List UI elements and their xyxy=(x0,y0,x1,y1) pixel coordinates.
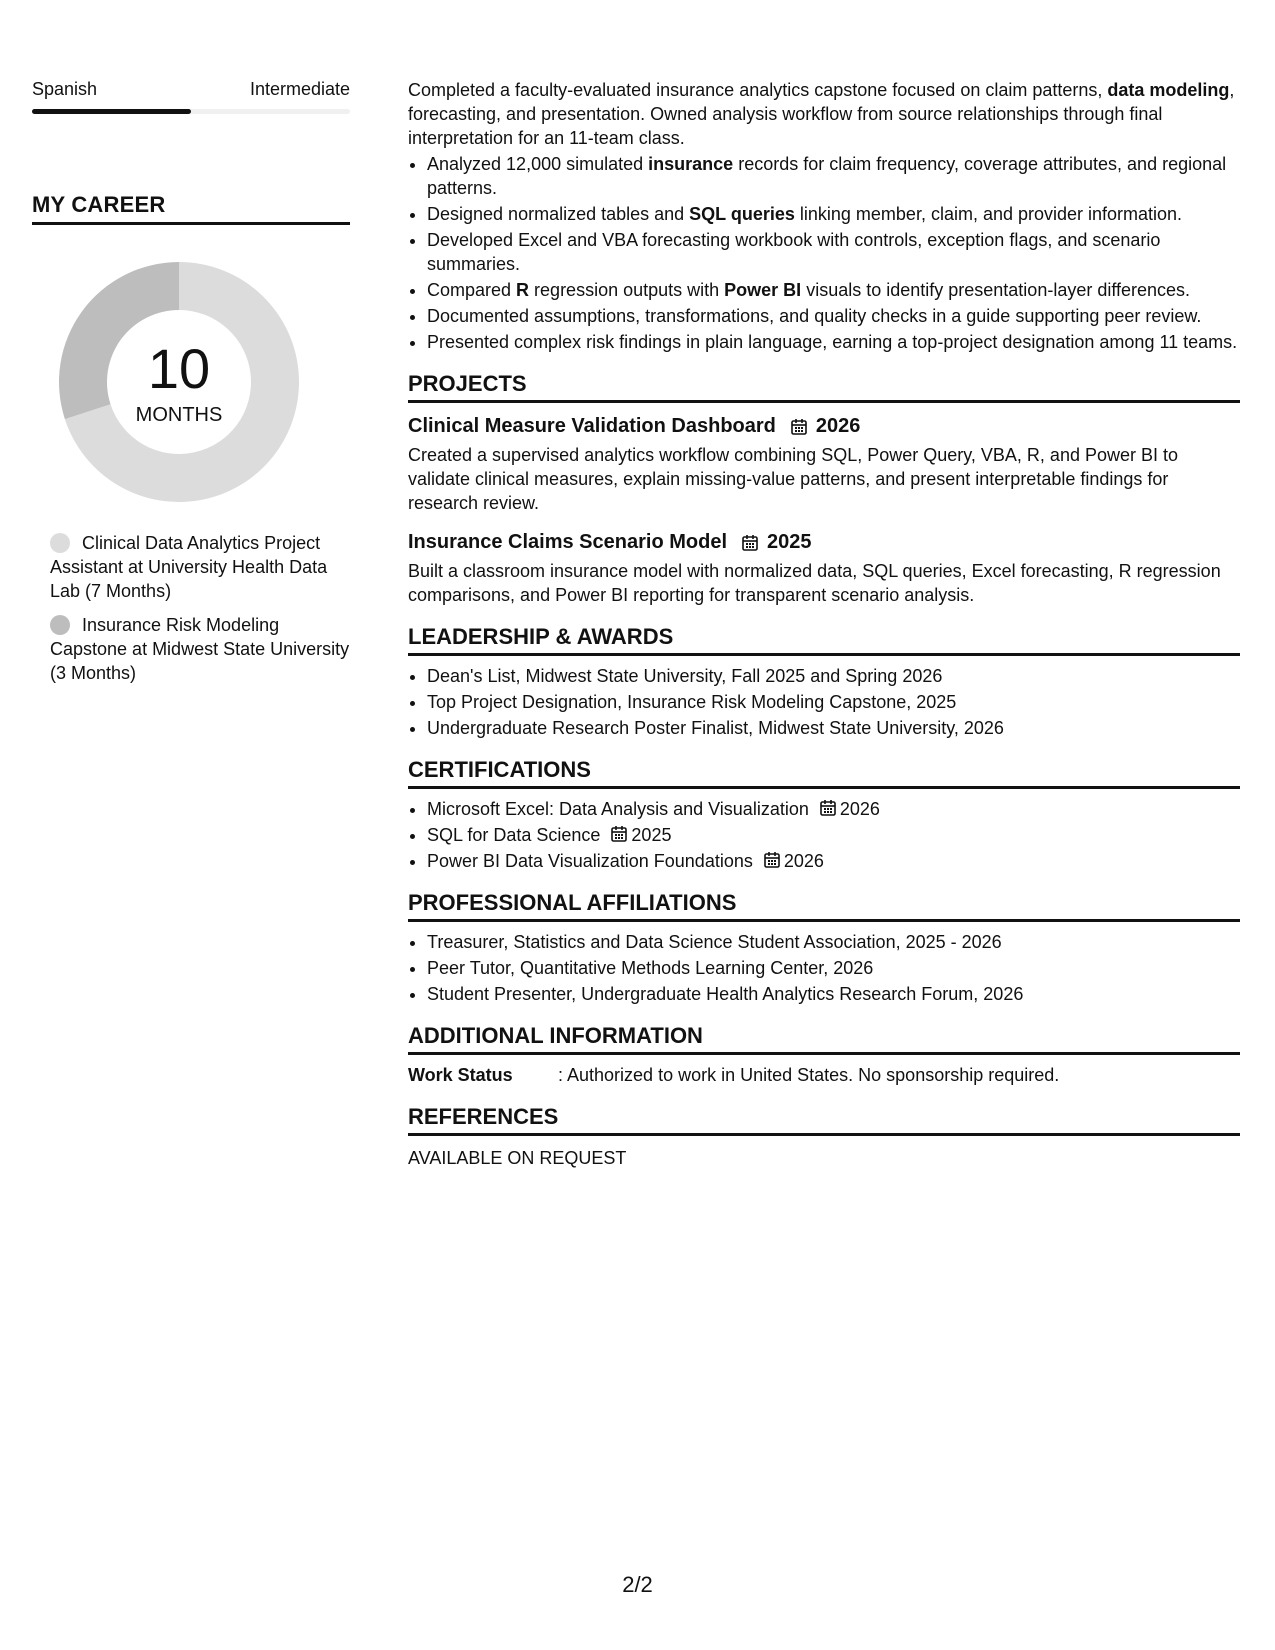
page-number: 2/2 xyxy=(622,1572,653,1597)
list-item: • Peer Tutor, Quantitative Methods Learning Center, 2026 xyxy=(427,956,1240,980)
project-name: Insurance Claims Scenario Model xyxy=(408,531,727,553)
additional-info-heading: ADDITIONAL INFORMATION xyxy=(408,1022,1240,1055)
career-total-unit: MONTHS xyxy=(135,404,223,426)
legend-dot-icon xyxy=(50,533,70,553)
list-item: • Presented complex risk findings in plain language, earning a top-project designation among 11 teams. xyxy=(427,330,1240,354)
list-item: • Developed Excel and VBA forecasting workbook with controls, exception flags, and scenario summaries. xyxy=(427,228,1240,276)
cert-year: 2026 xyxy=(783,851,824,871)
language-proficiency-fill xyxy=(32,109,191,114)
project-title-row xyxy=(408,529,1240,555)
leadership-heading: LEADERSHIP & AWARDS xyxy=(408,623,1240,656)
calendar-icon xyxy=(610,825,628,843)
cert-name: SQL for Data Science xyxy=(427,825,601,845)
list-item: • Treasurer, Statistics and Data Science Student Association, 2025 - 2026 xyxy=(427,930,1240,954)
list-item: • Designed normalized tables and SQL queries linking member, claim, and provider information. xyxy=(427,202,1240,226)
donut-center xyxy=(56,259,302,505)
references-heading: REFERENCES xyxy=(408,1103,1240,1136)
cert-year: 2025 xyxy=(631,825,672,845)
projects-heading: PROJECTS xyxy=(408,370,1240,403)
project-year: 2026 xyxy=(815,415,861,437)
list-item: • Compared R regression outputs with Power BI visuals to identify presentation-layer differences. xyxy=(427,278,1240,302)
list-item: • Analyzed 12,000 simulated insurance records for claim frequency, coverage attributes, and regional patterns. xyxy=(427,152,1240,200)
list-item: • Undergraduate Research Poster Finalist, Midwest State University, 2026 xyxy=(427,716,1240,740)
calendar-icon xyxy=(741,533,759,551)
work-status-value: : Authorized to work in United States. No sponsorship required. xyxy=(558,1065,1060,1085)
project-name: Clinical Measure Validation Dashboard xyxy=(408,415,776,437)
list-item xyxy=(427,797,1240,821)
certifications-heading: CERTIFICATIONS xyxy=(408,756,1240,789)
language-row xyxy=(32,78,350,100)
legend-dot-icon xyxy=(50,615,70,635)
career-total-months: 10 xyxy=(147,337,211,400)
references-text: AVAILABLE ON REQUEST xyxy=(408,1148,627,1168)
language-level: Intermediate xyxy=(249,79,350,99)
cert-year: 2026 xyxy=(839,799,880,819)
project-description: Created a supervised analytics workflow combining SQL, Power Query, VBA, R, and Power BI to validate clinical measures, explain missing-value patterns, and present interpretable findings for research review. xyxy=(408,445,1179,513)
legend-item xyxy=(50,613,350,685)
affiliations-heading: PROFESSIONAL AFFILIATIONS xyxy=(408,889,1240,922)
intro-text: , forecasting, and presentation. Owned analysis workflow from source relationships through final interpretation for an 11-team class. xyxy=(408,80,1235,148)
language-name: Spanish xyxy=(32,79,98,99)
main-content xyxy=(408,78,1240,1170)
certifications-list xyxy=(408,797,1240,873)
project-description: Built a classroom insurance model with normalized data, SQL queries, Excel forecasting, R regression comparisons, and Power BI reporting for transparent scenario analysis. xyxy=(408,561,1221,605)
affiliations-list xyxy=(408,930,1240,1006)
sidebar xyxy=(32,78,350,695)
legend-label: Clinical Data Analytics Project Assistant at University Health Data Lab (7 Months) xyxy=(50,533,328,601)
experience-intro xyxy=(408,78,1240,150)
legend-label: Insurance Risk Modeling Capstone at Midwest State University (3 Months) xyxy=(50,615,350,683)
list-item: • Documented assumptions, transformations, and quality checks in a guide supporting peer review. xyxy=(427,304,1240,328)
leadership-list xyxy=(408,664,1240,740)
project-year: 2025 xyxy=(767,531,812,553)
intro-bold: data modeling xyxy=(1107,80,1230,100)
list-item xyxy=(427,849,1240,873)
career-heading: MY CAREER xyxy=(32,192,350,225)
list-item: • Top Project Designation, Insurance Risk Modeling Capstone, 2025 xyxy=(427,690,1240,714)
career-donut-chart xyxy=(56,259,302,505)
list-item: • Dean's List, Midwest State University, Fall 2025 and Spring 2026 xyxy=(427,664,1240,688)
calendar-icon xyxy=(790,417,808,435)
experience-bullets xyxy=(408,152,1240,354)
intro-text: Completed a faculty-evaluated insurance analytics capstone focused on claim patterns, xyxy=(408,80,1108,100)
calendar-icon xyxy=(819,799,837,817)
project-title-row xyxy=(408,413,1240,439)
career-legend xyxy=(50,531,350,685)
language-proficiency-bar xyxy=(32,109,350,114)
calendar-icon xyxy=(763,851,781,869)
cert-name: Power BI Data Visualization Foundations xyxy=(427,851,753,871)
work-status-label: Work Status xyxy=(408,1065,513,1085)
list-item xyxy=(427,823,1240,847)
cert-name: Microsoft Excel: Data Analysis and Visualization xyxy=(427,799,809,819)
work-status-row xyxy=(408,1063,1240,1087)
legend-item xyxy=(50,531,350,603)
list-item: • Student Presenter, Undergraduate Health Analytics Research Forum, 2026 xyxy=(427,982,1240,1006)
